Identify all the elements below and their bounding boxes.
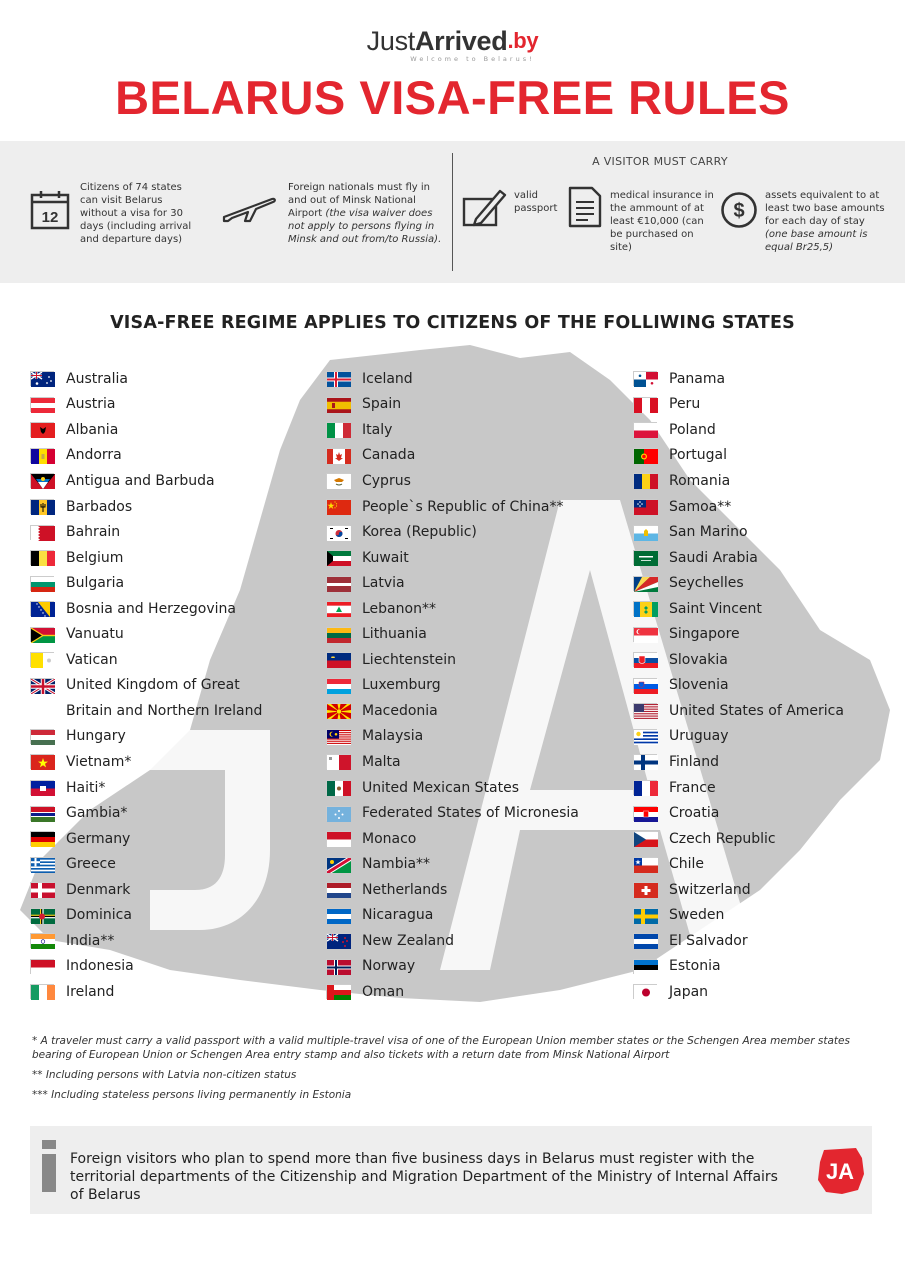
- country-name: Liechtenstein: [362, 651, 457, 668]
- country-name: Vanuatu: [66, 626, 124, 643]
- saintvincent-flag-icon: [633, 601, 657, 616]
- calendar-icon: [30, 190, 70, 230]
- country-list-item: [30, 928, 262, 954]
- elsalvador-flag-icon: [633, 933, 657, 948]
- country-list-item: [30, 954, 262, 980]
- singapore-flag-icon: [633, 627, 657, 642]
- samoa-flag-icon: [633, 499, 657, 514]
- switzerland-flag-icon: [633, 882, 657, 897]
- country-name: Saudi Arabia: [669, 549, 758, 566]
- country-list-item: [633, 954, 844, 980]
- country-list-item: [633, 468, 844, 494]
- brand-tagline: Welcome to Belarus!: [410, 55, 535, 63]
- country-name: Dominica: [66, 907, 132, 924]
- country-list-item: [30, 800, 262, 826]
- country-list-item: [633, 979, 844, 1005]
- country-list-item: [30, 826, 262, 852]
- country-name: Panama: [669, 370, 726, 387]
- country-name: Italy: [362, 421, 393, 438]
- country-name: Australia: [66, 370, 128, 387]
- lebanon-flag-icon: [326, 601, 350, 616]
- country-list-item: [30, 519, 262, 545]
- macedonia-flag-icon: [326, 703, 350, 718]
- monaco-flag-icon: [326, 831, 350, 846]
- country-name: El Salvador: [669, 932, 748, 949]
- band-divider: [452, 153, 453, 271]
- country-list-item: [30, 417, 262, 443]
- croatia-flag-icon: [633, 806, 657, 821]
- country-list-item: [633, 417, 844, 443]
- country-list-item: [633, 800, 844, 826]
- country-name: Denmark: [66, 881, 131, 898]
- country-name: Greece: [66, 856, 116, 873]
- empty-flag-placeholder: [30, 703, 54, 718]
- carry-assets: assets equivalent to at least two base amounts for each day of stay (one base amount is equal Br25,5): [765, 190, 885, 253]
- country-name: Uruguay: [669, 728, 729, 745]
- country-list-item: [633, 621, 844, 647]
- country-list-item: [30, 468, 262, 494]
- country-name: Korea (Republic): [362, 524, 477, 541]
- country-name: Nambia**: [362, 856, 431, 873]
- countries-column-2: [326, 366, 579, 1005]
- info-band: [0, 141, 905, 283]
- denmark-flag-icon: [30, 882, 54, 897]
- country-list-item: [30, 902, 262, 928]
- country-name: Seychelles: [669, 575, 744, 592]
- country-name: Germany: [66, 830, 131, 847]
- australia-flag-icon: [30, 371, 54, 386]
- info-airport-rule: Foreign nationals must fly in and out of Minsk National Airport (the visa waiver does not apply to persons flying in Minsk and out from/to Russia).: [288, 182, 442, 245]
- country-list-item: [633, 392, 844, 418]
- country-name: Spain: [362, 396, 402, 413]
- estonia-flag-icon: [633, 959, 657, 974]
- country-list-item: [30, 877, 262, 903]
- country-list-item: [633, 724, 844, 750]
- greece-flag-icon: [30, 857, 54, 872]
- country-name: Switzerland: [669, 881, 751, 898]
- country-name: Macedonia: [362, 702, 438, 719]
- svg-text:$: $: [733, 200, 745, 222]
- country-list-item: [30, 621, 262, 647]
- netherlands-flag-icon: [326, 882, 350, 897]
- country-list-item: [30, 545, 262, 571]
- brand-logo: [0, 26, 905, 63]
- lithuania-flag-icon: [326, 627, 350, 642]
- sanmarino-flag-icon: [633, 525, 657, 540]
- country-name: Sweden: [669, 907, 725, 924]
- oman-flag-icon: [326, 984, 350, 999]
- calendar-day: 12: [41, 209, 59, 226]
- nicaragua-flag-icon: [326, 908, 350, 923]
- germany-flag-icon: [30, 831, 54, 846]
- haiti-flag-icon: [30, 780, 54, 795]
- uruguay-flag-icon: [633, 729, 657, 744]
- svg-text:JA: JA: [825, 1159, 855, 1184]
- country-list-item: [633, 902, 844, 928]
- country-list-item: [633, 494, 844, 520]
- austria-flag-icon: [30, 397, 54, 412]
- newzealand-flag-icon: [326, 933, 350, 948]
- panama-flag-icon: [633, 371, 657, 386]
- country-name: Oman: [362, 983, 405, 1000]
- liechtenstein-flag-icon: [326, 652, 350, 667]
- uk-flag-icon: [30, 678, 54, 693]
- countries-column-1: [30, 366, 262, 1005]
- country-list-item: [326, 545, 579, 571]
- country-name: Singapore: [669, 626, 740, 643]
- country-list-item: [633, 775, 844, 801]
- country-list-item: [326, 775, 579, 801]
- usa-flag-icon: [633, 703, 657, 718]
- namibia-flag-icon: [326, 857, 350, 872]
- country-name: Norway: [362, 958, 416, 975]
- registration-notice: [30, 1126, 872, 1214]
- mexico-flag-icon: [326, 780, 350, 795]
- country-name: Haiti*: [66, 779, 106, 796]
- carry-insurance: medical insurance in the ammount of at least €10,000 (can be purchased on site): [610, 190, 714, 253]
- country-name: Vatican: [66, 651, 118, 668]
- country-name: Iceland: [362, 370, 413, 387]
- country-name: Czech Republic: [669, 830, 776, 847]
- country-list-item: [633, 570, 844, 596]
- country-name: Peru: [669, 396, 701, 413]
- spain-flag-icon: [326, 397, 350, 412]
- country-list-item: [30, 443, 262, 469]
- country-name: Malaysia: [362, 728, 424, 745]
- gambia-flag-icon: [30, 806, 54, 821]
- country-list-item: [326, 902, 579, 928]
- country-name: Federated States of Micronesia: [362, 805, 579, 822]
- country-list-item: [326, 596, 579, 622]
- document-icon: [568, 186, 602, 228]
- country-name: Albania: [66, 421, 119, 438]
- malaysia-flag-icon: [326, 729, 350, 744]
- italy-flag-icon: [326, 422, 350, 437]
- canada-flag-icon: [326, 448, 350, 463]
- bosnia-flag-icon: [30, 601, 54, 616]
- plane-icon: [220, 193, 276, 223]
- country-list-item: [326, 724, 579, 750]
- antigua-flag-icon: [30, 473, 54, 488]
- latvia-flag-icon: [326, 576, 350, 591]
- sweden-flag-icon: [633, 908, 657, 923]
- brand-name: JustArrived.by: [366, 26, 539, 56]
- country-name: Nicaragua: [362, 907, 434, 924]
- country-name: Finland: [669, 753, 720, 770]
- country-list-item: [326, 673, 579, 699]
- albania-flag-icon: [30, 422, 54, 437]
- country-list-item: [633, 647, 844, 673]
- slovenia-flag-icon: [633, 678, 657, 693]
- country-list-item: [326, 417, 579, 443]
- country-name: United Mexican States: [362, 779, 520, 796]
- country-name: Austria: [66, 396, 116, 413]
- country-name: Latvia: [362, 575, 405, 592]
- country-name: Belgium: [66, 549, 124, 566]
- country-list-item: [326, 826, 579, 852]
- country-list-item: [30, 749, 262, 775]
- passport-icon: [462, 185, 508, 227]
- country-name: Croatia: [669, 805, 720, 822]
- romania-flag-icon: [633, 473, 657, 488]
- carry-passport: valid passport: [514, 190, 558, 214]
- country-name: Bosnia and Herzegovina: [66, 600, 236, 617]
- dollar-icon: [720, 191, 758, 229]
- portugal-flag-icon: [633, 448, 657, 463]
- country-name: Canada: [362, 447, 416, 464]
- country-name: United Kingdom of Great: [66, 677, 240, 694]
- country-name: Monaco: [362, 830, 417, 847]
- micronesia-flag-icon: [326, 806, 350, 821]
- country-name: Romania: [669, 472, 731, 489]
- country-name: Vietnam*: [66, 753, 132, 770]
- country-list-item: [633, 851, 844, 877]
- hungary-flag-icon: [30, 729, 54, 744]
- bulgaria-flag-icon: [30, 576, 54, 591]
- country-name: France: [669, 779, 716, 796]
- country-list-item: [30, 366, 262, 392]
- country-list-item: [326, 979, 579, 1005]
- section-subtitle: VISA-FREE REGIME APPLIES TO CITIZENS OF THE FOLLIWING STATES: [110, 313, 795, 333]
- country-list-item: [326, 392, 579, 418]
- country-name: Slovakia: [669, 651, 728, 668]
- country-name: Poland: [669, 421, 716, 438]
- country-list-item: [633, 928, 844, 954]
- india-flag-icon: [30, 933, 54, 948]
- slovakia-flag-icon: [633, 652, 657, 667]
- country-name: Malta: [362, 753, 401, 770]
- country-name: Cyprus: [362, 472, 411, 489]
- andorra-flag-icon: [30, 448, 54, 463]
- korea-flag-icon: [326, 525, 350, 540]
- cyprus-flag-icon: [326, 473, 350, 488]
- country-name: Luxemburg: [362, 677, 441, 694]
- country-name: Netherlands: [362, 881, 448, 898]
- country-list-item: [326, 877, 579, 903]
- country-list-item: [30, 724, 262, 750]
- poland-flag-icon: [633, 422, 657, 437]
- country-name: Britain and Northern Ireland: [66, 702, 263, 719]
- brand-suffix: .by: [507, 28, 539, 53]
- malta-flag-icon: [326, 754, 350, 769]
- china-flag-icon: [326, 499, 350, 514]
- country-list-item: [326, 366, 579, 392]
- country-list-item: [326, 749, 579, 775]
- country-name: Estonia: [669, 958, 721, 975]
- country-list-item: [326, 570, 579, 596]
- vatican-flag-icon: [30, 652, 54, 667]
- country-list-item: [30, 775, 262, 801]
- country-list-item: [30, 570, 262, 596]
- barbados-flag-icon: [30, 499, 54, 514]
- country-name: Ireland: [66, 983, 115, 1000]
- country-list-item: [326, 698, 579, 724]
- country-list-item: [30, 851, 262, 877]
- country-list-item: [30, 494, 262, 520]
- iceland-flag-icon: [326, 371, 350, 386]
- chile-flag-icon: [633, 857, 657, 872]
- country-name: Saint Vincent: [669, 600, 762, 617]
- country-name: Lithuania: [362, 626, 427, 643]
- country-list-item: [326, 954, 579, 980]
- peru-flag-icon: [633, 397, 657, 412]
- country-list-item: [633, 877, 844, 903]
- country-name: New Zealand: [362, 932, 454, 949]
- footnotes: [32, 1034, 882, 1108]
- vanuatu-flag-icon: [30, 627, 54, 642]
- country-list-item: [326, 621, 579, 647]
- country-list-item: [326, 851, 579, 877]
- country-list-item: [633, 443, 844, 469]
- country-name: Bulgaria: [66, 575, 125, 592]
- country-list-item: [30, 596, 262, 622]
- country-list-item: [30, 392, 262, 418]
- ireland-flag-icon: [30, 984, 54, 999]
- kuwait-flag-icon: [326, 550, 350, 565]
- country-name: Gambia*: [66, 805, 128, 822]
- belgium-flag-icon: [30, 550, 54, 565]
- country-list-item: [633, 519, 844, 545]
- country-list-item: [326, 494, 579, 520]
- dominica-flag-icon: [30, 908, 54, 923]
- country-list-item: [633, 545, 844, 571]
- country-list-item: [326, 928, 579, 954]
- finland-flag-icon: [633, 754, 657, 769]
- footnote-single-star: * A traveler must carry a valid passport with a valid multiple-travel visa of one of the European Union member states or the Schengen Area member states bearing of European Union or Schengen Area entry stamp and also tickets with a return date from Minsk National Airport: [32, 1035, 850, 1061]
- country-list-item: [633, 596, 844, 622]
- country-list-item: [30, 673, 262, 699]
- country-name: Hungary: [66, 728, 126, 745]
- country-list-item: [30, 647, 262, 673]
- country-name: Andorra: [66, 447, 122, 464]
- country-name: India**: [66, 932, 115, 949]
- info-visa-duration: Citizens of 74 states can visit Belarus without a visa for 30 days (including arrival and departure days): [80, 182, 192, 245]
- country-list-item: [326, 443, 579, 469]
- footnote-triple-star: *** Including stateless persons living permanently in Estonia: [32, 1089, 352, 1101]
- carry-title: A VISITOR MUST CARRY: [592, 155, 728, 168]
- country-list-item: [633, 366, 844, 392]
- country-list-item: [30, 698, 262, 724]
- country-list-item: [633, 826, 844, 852]
- country-name: United States of America: [669, 702, 844, 719]
- country-list-item: [633, 698, 844, 724]
- seychelles-flag-icon: [633, 576, 657, 591]
- country-name: Chile: [669, 856, 705, 873]
- indonesia-flag-icon: [30, 959, 54, 974]
- country-name: Slovenia: [669, 677, 729, 694]
- country-name: Lebanon**: [362, 600, 436, 617]
- vietnam-flag-icon: [30, 754, 54, 769]
- country-name: Indonesia: [66, 958, 134, 975]
- page-title: BELARUS VISA-FREE RULES: [115, 71, 790, 124]
- registration-notice-text: Foreign visitors who plan to spend more than five business days in Belarus must register with the territorial departments of the Citizenship and Migration Department of the Ministry of Internal Affairs of Belarus: [70, 1151, 778, 1203]
- bahrain-flag-icon: [30, 525, 54, 540]
- country-list-item: [326, 468, 579, 494]
- country-name: Portugal: [669, 447, 727, 464]
- country-name: People`s Republic of China**: [362, 498, 564, 515]
- ja-logo-icon: [814, 1144, 866, 1196]
- country-name: San Marino: [669, 524, 748, 541]
- country-list-item: [326, 647, 579, 673]
- country-name: Barbados: [66, 498, 133, 515]
- saudi-flag-icon: [633, 550, 657, 565]
- country-list-item: [633, 673, 844, 699]
- country-list-item: [326, 800, 579, 826]
- country-name: Antigua and Barbuda: [66, 472, 215, 489]
- country-list-item: [326, 519, 579, 545]
- country-name: Bahrain: [66, 524, 121, 541]
- country-name: Samoa**: [669, 498, 732, 515]
- czech-flag-icon: [633, 831, 657, 846]
- country-name: Kuwait: [362, 549, 409, 566]
- france-flag-icon: [633, 780, 657, 795]
- info-icon: [42, 1140, 56, 1192]
- norway-flag-icon: [326, 959, 350, 974]
- country-list-item: [633, 749, 844, 775]
- countries-column-3: [633, 366, 844, 1005]
- country-list-item: [30, 979, 262, 1005]
- japan-flag-icon: [633, 984, 657, 999]
- footnote-double-star: ** Including persons with Latvia non-citizen status: [32, 1069, 297, 1081]
- country-name: Japan: [669, 983, 709, 1000]
- luxembourg-flag-icon: [326, 678, 350, 693]
